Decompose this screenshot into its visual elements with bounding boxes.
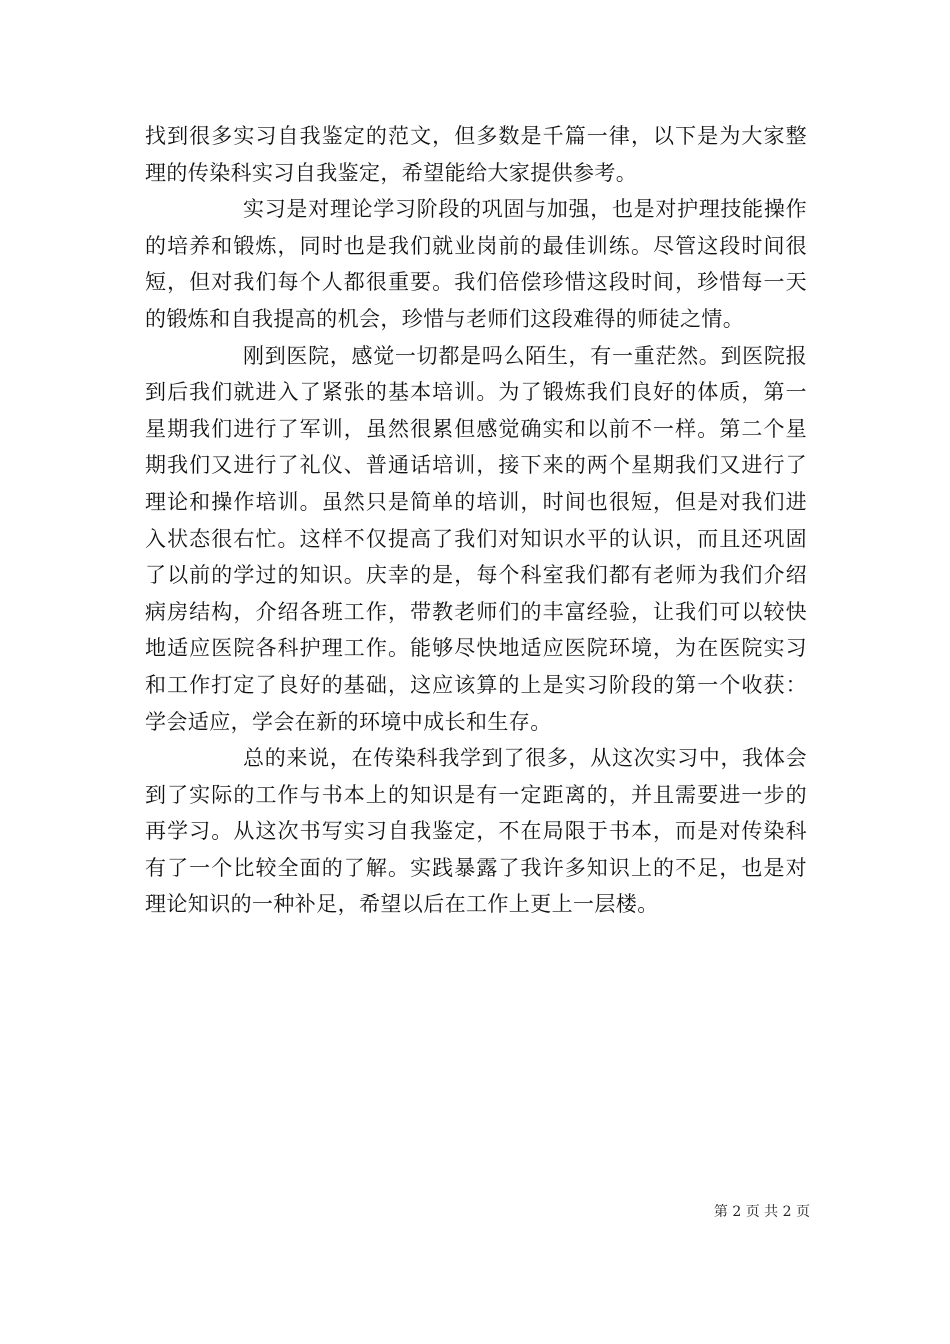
page-number-footer: 第 2 页 共 2 页 (713, 1204, 810, 1220)
document-body (145, 118, 807, 923)
paragraph-summary: 总的来说，在传染科我学到了很多，从这次实习中，我体会到了实际的工作与书本上的知识是有一定距离的，并且需要进一步的再学习。从这次书写实习自我鉴定，不在局限于书本，而是对传染科有了一个比较全面的了解。实践暴露了我许多知识上的不足，也是对理论知识的一种补足，希望以后在工作上更上一层楼。 (145, 746, 807, 917)
paragraph-intro: 找到很多实习自我鉴定的范文，但多数是千篇一律，以下是为大家整理的传染科实习自我鉴定，希望能给大家提供参考。 (145, 124, 807, 185)
paragraph-internship-purpose: 实习是对理论学习阶段的巩固与加强，也是对护理技能操作的培养和锻炼，同时也是我们就业岗前的最佳训练。尽管这段时间很短，但对我们每个人都很重要。我们倍偿珍惜这段时间，珍惜每一天的锻炼和自我提高的机会，珍惜与老师们这段难得的师徒之情。 (145, 197, 807, 331)
paragraph-hospital-training: 刚到医院，感觉一切都是吗么陌生，有一重茫然。到医院报到后我们就进入了紧张的基本培训。为了锻炼我们良好的体质，第一星期我们进行了军训，虽然很累但感觉确实和以前不一样。第二个星期我们又进行了礼仪、普通话培训，接下来的两个星期我们又进行了理论和操作培训。虽然只是简单的培训，时间也很短，但是对我们进入状态很右忙。这样不仅提高了我们对知识水平的认识，而且还巩固了以前的学过的知识。庆幸的是，每个科室我们都有老师为我们介绍病房结构，介绍各班工作，带教老师们的丰富经验，让我们可以较快地适应医院各科护理工作。能够尽快地适应医院环境，为在医院实习和工作打定了良好的基础，这应该算的上是实习阶段的第一个收获：学会适应，学会在新的环境中成长和生存。 (145, 343, 807, 734)
